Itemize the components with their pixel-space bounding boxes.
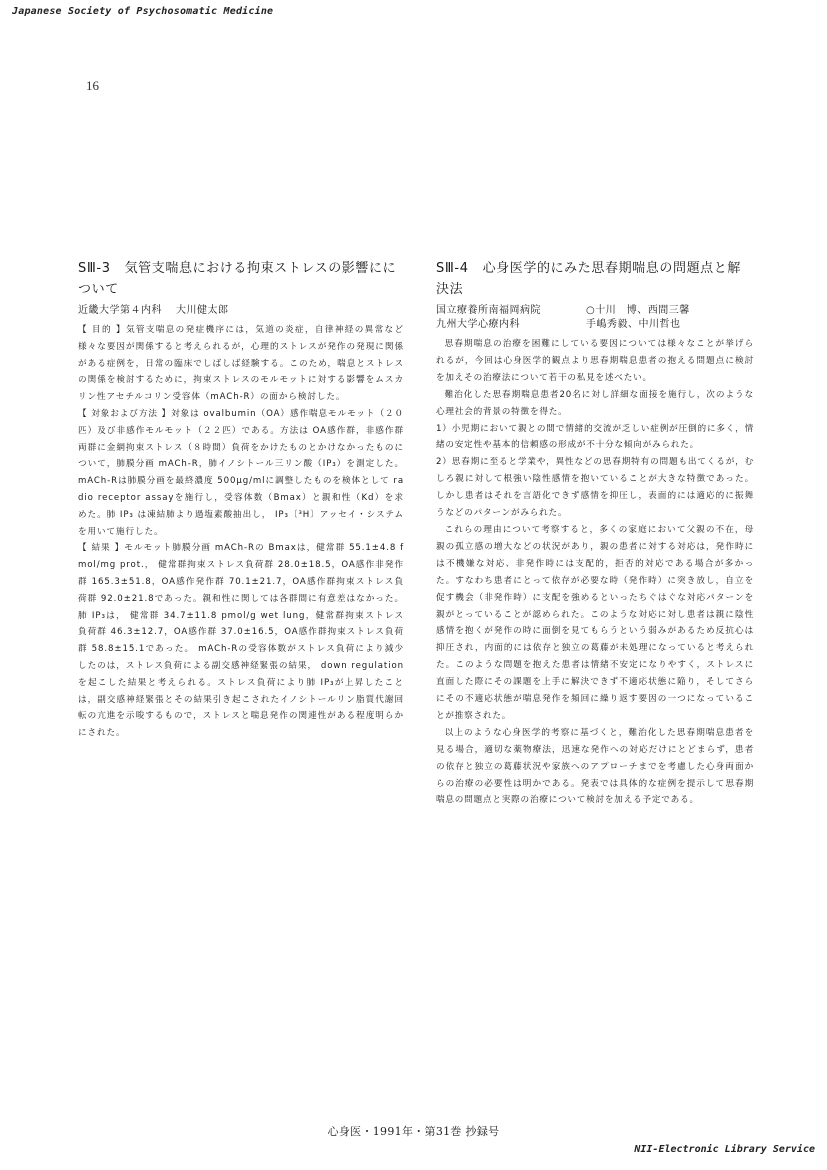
section-id: SⅢ-3 <box>78 261 111 276</box>
author-names: 手嶋秀毅、中川哲也 <box>586 319 681 330</box>
section-title-text: 気管支喘息における拘束ストレスの影響にについて <box>78 261 397 297</box>
paragraph-finding-2: 2）思春期に至ると学業や，異性などの思春期特有の問題も出てくるが，むしろ親に対して根強い陰性感情を抱いていることが大きな特徴であった。しかし患者はそれを言語化できず感情を抑圧し，表面的には適応的に振舞うなどのパターンがみられた。 <box>436 457 754 519</box>
section-s3-3 <box>78 258 404 742</box>
paragraph-purpose: 【 目的 】気管支喘息の発症機序には，気道の炎症，自律神経の異常など様々な要因が関係すると考えられるが，心理的ストレスが発作の発現に関係がある症例を，日常の臨床でしばしば経験する。このため，喘息とストレスの関係を検討するために，拘束ストレスのモルモットに対する影響をムスカリン性アセチルコリン受容体（mACh-R）の面から検討した。 <box>78 325 404 403</box>
author-names: 大川健太郎 <box>176 305 229 316</box>
paragraph-intro: 思春期喘息の治療を困難にしている要因については様々なことが挙げられるが，今回は心身医学的観点より思春期喘息患者の抱える問題点に検討を加えその治療法について若干の私見を述べたい。 <box>436 339 754 383</box>
affiliation-row <box>436 318 754 332</box>
institution: 九州大学心療内科 <box>436 319 520 330</box>
paragraph-subjects: 難治化した思春期喘息患者20名に対し詳細な面接を施行し，次のような心理社会的背景の特徴を得た。 <box>436 389 754 417</box>
society-header: Japanese Society of Psychosomatic Medicine <box>12 6 274 17</box>
paragraph-discussion: これらの理由について考察すると，多くの家庭において父親の不在，母親の孤立感の増大などの状況があり，親の患者に対する対応は，発作時には不機嫌な対応、非発作時には支配的，拒否的対応である場合が多かった。すなわち患者にとって依存が必要な時（発作時）に突き放し，自立を促す機会（非発作時）に支配を強めるといったちぐはぐな対応パターンを親がとっていることが認められた。このような対応に対し患者は親に陰性感情を抱くが発作の時に面倒を見てもらうという弱みがあるため反抗心は抑圧され，内面的には依存と独立の葛藤が未処理になっていると考えられた。このような問題を抱えた患者は情緒不安定になりやすく，ストレスに直面した際にその課題を上手に解決できず不適応状態に陥り，そしてさらにその不適応状態が喘息発作を頻回に繰り返す要因の一つになっていることが推察された。 <box>436 524 754 721</box>
institution: 国立療養所南福岡病院 <box>436 305 541 316</box>
paragraph-results: 【 結果 】モルモット肺膜分画 mACh-Rの Bmaxは，健常群 55.1±4.8 fmol/mg prot.， 健常群拘束ストレス負荷群 28.0±18.5，OA感作非発作群 165.3±51.8，OA感作発作群 70.1±21.7，OA感作群拘束ストレス負荷群 92.0±21.8であった。親和性に関しては各群間に有意差はなかった。肺 IP₃は， 健常群 34.7±11.8 pmol/g wet lung，健常群拘束ストレス負荷群 46.3±12.7，OA感作群 37.0±16.5，OA感作群拘束ストレス負荷群 58.8±15.1であった。 mACh-Rの受容体数がストレス負荷により減少したのは，ストレス負荷による副交感神経緊張の結果， down regulationを起こした結果と考えられる。ストレス負荷により肺 IP₃が上昇したことは，副交感神経緊張とその結果引き起こされたイノシトールリン脂質代謝回転の亢進を示唆するもので，ストレスと喘息発作の関連性がある程度明らかにされた。 <box>78 543 404 739</box>
affiliation <box>78 304 404 318</box>
paragraph-methods: 【 対象および方法 】対象は ovalbumin（OA）感作喘息モルモット（２０匹）及び非感作モルモット（２２匹）である。方法は OA感作群，非感作群両群に金網拘束ストレス（８時間）負荷をかけたものとかけなかったものについて，肺膜分画 mACh-R，肺イノシトール三リン酸（IP₃）を測定した。 mACh-Rは肺膜分画を最終濃度 500μg/mlに調整したものを検体として radio receptor assayを施行し，受容体数（Bmax）と親和性（Kd）を求めた。肺 IP₃ は凍結肺より過塩素酸抽出し， IP₃〔³H〕アッセイ・システムを用いて施行した。 <box>78 408 404 537</box>
journal-footer: 心身医・1991年・第31巻 抄録号 <box>327 1125 500 1138</box>
section-title <box>78 258 404 300</box>
library-service-footer: NII-Electronic Library Service <box>634 1144 815 1155</box>
section-title-text: 心身医学的にみた思春期喘息の問題点と解決法 <box>436 261 741 297</box>
affiliation <box>436 304 754 332</box>
author-names: ○十川 博、西間三馨 <box>586 305 690 316</box>
page-number: 16 <box>86 78 99 93</box>
paragraph-conclusion: 以上のような心身医学的考察に基づくと，難治化した思春期喘息患者を見る場合，適切な薬物療法，迅速な発作への対応だけにとどまらず，患者の依存と独立の葛藤状況や家族へのアプローチまでを考慮した心身両面からの治療の必要性は明かである。発表では具体的な症例を提示して思春期喘息の問題点と実際の治療について検討を加える予定である。 <box>436 727 754 806</box>
paragraph-finding-1: 1）小児期において親との間で情緒的交流が乏しい症例が圧倒的に多く，情緒の安定性や基本的信頼感の形成が不十分な傾向がみられた。 <box>436 423 754 451</box>
section-id: SⅢ-4 <box>436 261 469 276</box>
section-s3-4 <box>436 258 754 809</box>
institution: 近畿大学第４内科 <box>78 305 162 316</box>
section-title <box>436 258 754 300</box>
affiliation-row <box>436 304 754 318</box>
